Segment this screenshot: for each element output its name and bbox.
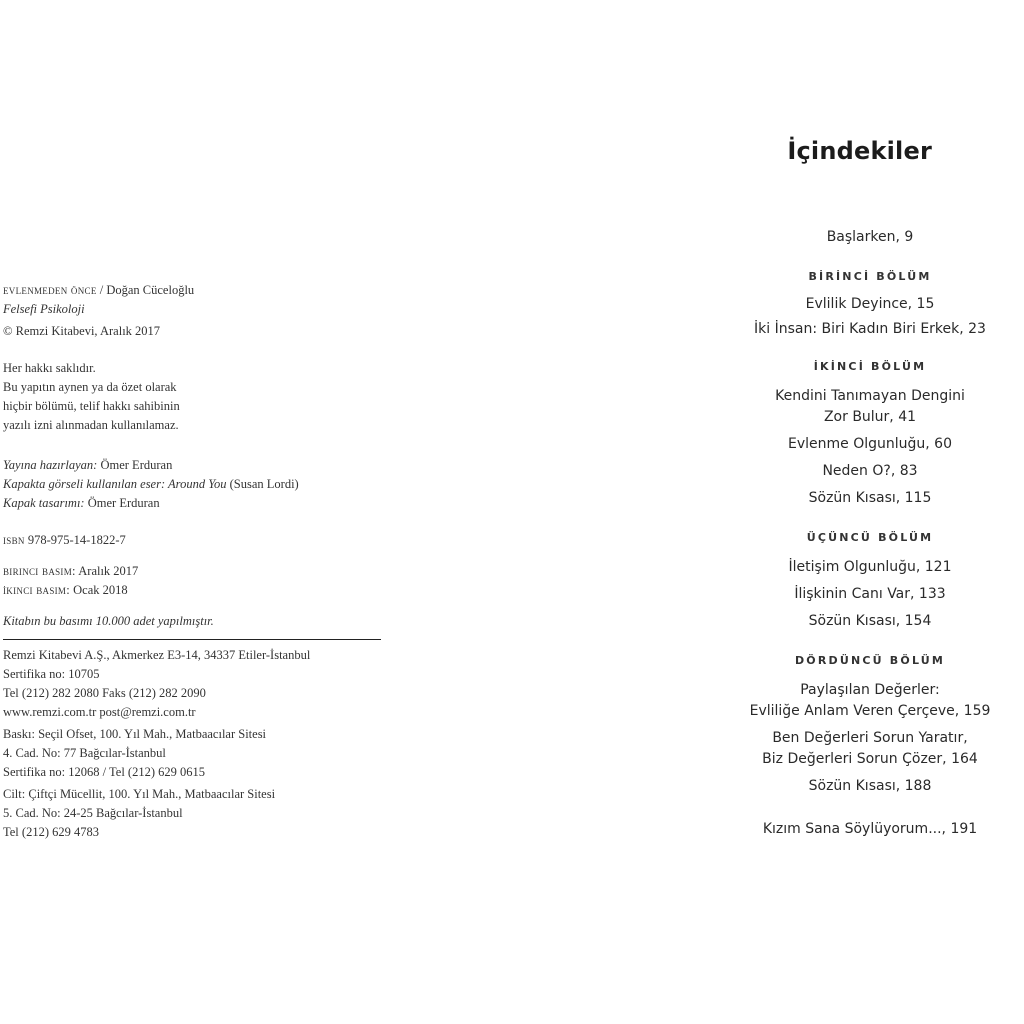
- toc-entry: Sözün Kısası, 115: [808, 490, 932, 506]
- cover-art-credit: [3, 475, 383, 494]
- imprint-page: [3, 281, 383, 842]
- first-print-label: birinci basım:: [3, 564, 76, 578]
- toc-entry: Sözün Kısası, 154: [808, 613, 932, 629]
- toc-entry: İlişkinin Canı Var, 133: [794, 586, 946, 602]
- category: [3, 300, 383, 319]
- toc-entry: Başlarken, 9: [826, 229, 914, 245]
- printer-line: Baskı: Seçil Ofset, 100. Yıl Mah., Matbaacılar Sitesi: [3, 727, 267, 741]
- second-print-label: i̇kinci basım:: [3, 583, 70, 597]
- part-heading: ÜÇÜNCÜ BÖLÜM: [806, 531, 934, 544]
- isbn-label: isbn: [3, 533, 25, 547]
- toc-entry: Neden O?, 83: [822, 463, 918, 479]
- part-heading: İKİNCİ BÖLÜM: [813, 360, 927, 373]
- rights-line: Bu yapıtın aynen ya da özet olarak: [3, 380, 177, 394]
- part-heading: DÖRDÜNCÜ BÖLÜM: [794, 654, 946, 667]
- toc-entry: Biz Değerleri Sorun Çözer, 164: [762, 751, 978, 767]
- first-print-value: Aralık 2017: [75, 564, 139, 578]
- series-line: [3, 281, 383, 300]
- toc-entry: Evlilik Deyince, 15: [805, 296, 935, 312]
- toc-entry: Kızım Sana Söylüyorum..., 191: [762, 821, 978, 837]
- toc-entry: Paylaşılan Değerler:: [800, 682, 940, 698]
- print-run: [3, 612, 383, 631]
- rights-line: yazılı izni alınmadan kullanılamaz.: [3, 418, 179, 432]
- first-print: [3, 562, 383, 581]
- author: / Doğan Cüceloğlu: [96, 283, 195, 297]
- category-text: Felsefi Psikoloji: [3, 302, 85, 316]
- binding-line: Cilt: Çiftçi Mücellit, 100. Yıl Mah., Matbaacılar Sitesi: [3, 787, 276, 801]
- toc-entry: Sözün Kısası, 188: [808, 778, 932, 794]
- binding-line: Tel (212) 629 4783: [3, 825, 99, 839]
- isbn: [3, 531, 383, 550]
- toc-entry: İletişim Olgunluğu, 121: [788, 559, 952, 575]
- cover-art-name: (Susan Lordi): [226, 477, 299, 491]
- print-run-text: Kitabın bu basımı 10.000 adet yapılmıştır.: [3, 614, 214, 628]
- copyright: © Remzi Kitabevi, Aralık 2017: [3, 324, 161, 338]
- cover-art-label: Kapakta görseli kullanılan eser: Around You: [3, 477, 227, 491]
- publisher-line: Remzi Kitabevi A.Ş., Akmerkez E3-14, 34337 Etiler-İstanbul: [3, 648, 311, 662]
- publisher-line: www.remzi.com.tr post@remzi.com.tr: [3, 705, 196, 719]
- second-print: [3, 581, 383, 600]
- toc-entry: İki İnsan: Biri Kadın Biri Erkek, 23: [754, 321, 986, 337]
- toc-entry: Evliliğe Anlam Veren Çerçeve, 159: [749, 703, 991, 719]
- second-print-value: Ocak 2018: [70, 583, 128, 597]
- toc-entry: Ben Değerleri Sorun Yaratır,: [772, 730, 968, 746]
- rights-line: Her hakkı saklıdır.: [3, 361, 96, 375]
- rights-line: hiçbir bölümü, telif hakkı sahibinin: [3, 399, 180, 413]
- cover-design-name: Ömer Erduran: [84, 496, 160, 510]
- cover-design-label: Kapak tasarımı:: [3, 496, 85, 510]
- book-title-smallcaps: evlenmeden önce: [3, 283, 97, 297]
- printer-line: 4. Cad. No: 77 Bağcılar-İstanbul: [3, 746, 166, 760]
- editor-credit: [3, 456, 383, 475]
- part-heading: BİRİNCİ BÖLÜM: [808, 270, 932, 283]
- isbn-value: 978-975-14-1822-7: [24, 533, 126, 547]
- toc-entry: Zor Bulur, 41: [823, 409, 917, 425]
- editor-name: Ömer Erduran: [97, 458, 173, 472]
- table-of-contents: [680, 227, 1024, 840]
- toc-entry: Evlenme Olgunluğu, 60: [788, 436, 952, 452]
- publisher-line: Sertifika no: 10705: [3, 667, 100, 681]
- divider-rule: [3, 639, 381, 640]
- binding-line: 5. Cad. No: 24-25 Bağcılar-İstanbul: [3, 806, 183, 820]
- cover-design-credit: [3, 494, 383, 513]
- printer-line: Sertifika no: 12068 / Tel (212) 629 0615: [3, 765, 205, 779]
- toc-title: İçindekiler: [787, 137, 932, 165]
- publisher-line: Tel (212) 282 2080 Faks (212) 282 2090: [3, 686, 206, 700]
- editor-label: Yayına hazırlayan:: [3, 458, 98, 472]
- toc-entry: Kendini Tanımayan Dengini: [775, 388, 965, 404]
